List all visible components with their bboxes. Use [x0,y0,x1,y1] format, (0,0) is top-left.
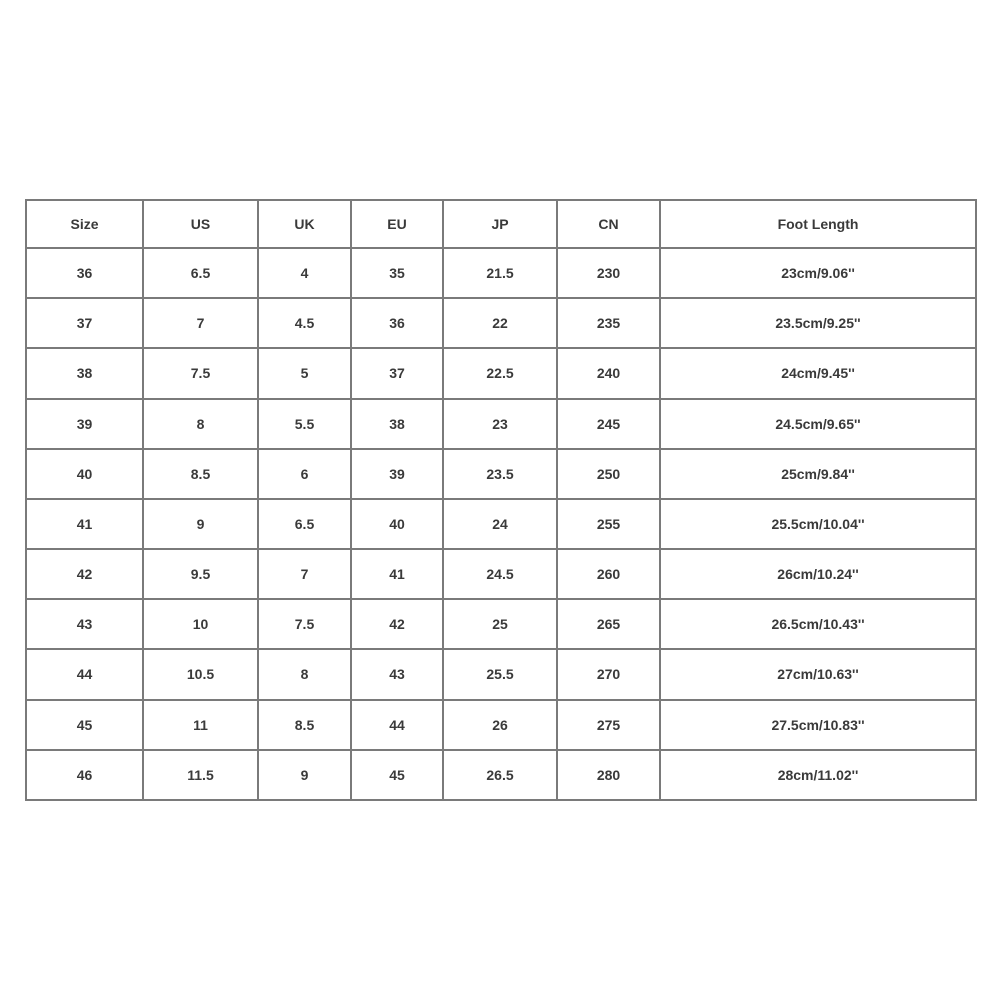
cell-foot-length: 26.5cm/10.43'' [660,599,976,649]
cell-eu: 41 [351,549,443,599]
table-row [26,700,976,750]
cell-cn: 270 [557,649,660,699]
cell-us: 11.5 [143,750,258,800]
cell-foot-length: 24.5cm/9.65'' [660,399,976,449]
cell-uk: 7.5 [258,599,351,649]
header-size: Size [26,200,143,248]
cell-uk: 6.5 [258,499,351,549]
cell-size: 44 [26,649,143,699]
table-row [26,248,976,298]
cell-us: 11 [143,700,258,750]
header-uk: UK [258,200,351,248]
cell-cn: 230 [557,248,660,298]
cell-uk: 8.5 [258,700,351,750]
cell-us: 9.5 [143,549,258,599]
cell-cn: 250 [557,449,660,499]
cell-uk: 8 [258,649,351,699]
cell-eu: 39 [351,449,443,499]
cell-jp: 25 [443,599,557,649]
cell-jp: 25.5 [443,649,557,699]
header-cn: CN [557,200,660,248]
size-chart-table [25,199,977,801]
cell-jp: 23.5 [443,449,557,499]
cell-foot-length: 27.5cm/10.83'' [660,700,976,750]
cell-uk: 5.5 [258,399,351,449]
cell-size: 42 [26,549,143,599]
cell-foot-length: 23cm/9.06'' [660,248,976,298]
cell-us: 8 [143,399,258,449]
cell-jp: 21.5 [443,248,557,298]
cell-us: 9 [143,499,258,549]
cell-eu: 45 [351,750,443,800]
cell-us: 10.5 [143,649,258,699]
cell-size: 43 [26,599,143,649]
cell-eu: 44 [351,700,443,750]
header-eu: EU [351,200,443,248]
cell-foot-length: 27cm/10.63'' [660,649,976,699]
table-row [26,549,976,599]
cell-jp: 23 [443,399,557,449]
table-row [26,599,976,649]
header-us: US [143,200,258,248]
cell-size: 38 [26,348,143,398]
table-row [26,449,976,499]
cell-cn: 240 [557,348,660,398]
cell-jp: 22 [443,298,557,348]
cell-size: 40 [26,449,143,499]
cell-uk: 6 [258,449,351,499]
cell-uk: 7 [258,549,351,599]
cell-cn: 260 [557,549,660,599]
table-row [26,348,976,398]
cell-eu: 43 [351,649,443,699]
cell-uk: 5 [258,348,351,398]
cell-cn: 235 [557,298,660,348]
cell-us: 8.5 [143,449,258,499]
cell-cn: 280 [557,750,660,800]
table-row [26,399,976,449]
cell-uk: 4 [258,248,351,298]
cell-foot-length: 26cm/10.24'' [660,549,976,599]
cell-uk: 9 [258,750,351,800]
cell-us: 7.5 [143,348,258,398]
cell-us: 6.5 [143,248,258,298]
header-row [26,200,976,248]
cell-uk: 4.5 [258,298,351,348]
cell-foot-length: 25.5cm/10.04'' [660,499,976,549]
cell-eu: 40 [351,499,443,549]
cell-foot-length: 23.5cm/9.25'' [660,298,976,348]
cell-size: 39 [26,399,143,449]
cell-foot-length: 24cm/9.45'' [660,348,976,398]
cell-cn: 275 [557,700,660,750]
cell-jp: 24.5 [443,549,557,599]
table-row [26,649,976,699]
cell-size: 36 [26,248,143,298]
table-row [26,298,976,348]
cell-foot-length: 28cm/11.02'' [660,750,976,800]
cell-eu: 37 [351,348,443,398]
cell-eu: 36 [351,298,443,348]
cell-eu: 38 [351,399,443,449]
header-jp: JP [443,200,557,248]
cell-jp: 26 [443,700,557,750]
cell-foot-length: 25cm/9.84'' [660,449,976,499]
cell-cn: 265 [557,599,660,649]
cell-size: 45 [26,700,143,750]
table-row [26,499,976,549]
cell-jp: 26.5 [443,750,557,800]
cell-us: 10 [143,599,258,649]
cell-eu: 35 [351,248,443,298]
cell-jp: 22.5 [443,348,557,398]
cell-cn: 245 [557,399,660,449]
cell-size: 37 [26,298,143,348]
cell-jp: 24 [443,499,557,549]
header-foot-length: Foot Length [660,200,976,248]
cell-size: 46 [26,750,143,800]
table-row [26,750,976,800]
cell-us: 7 [143,298,258,348]
cell-size: 41 [26,499,143,549]
cell-cn: 255 [557,499,660,549]
cell-eu: 42 [351,599,443,649]
